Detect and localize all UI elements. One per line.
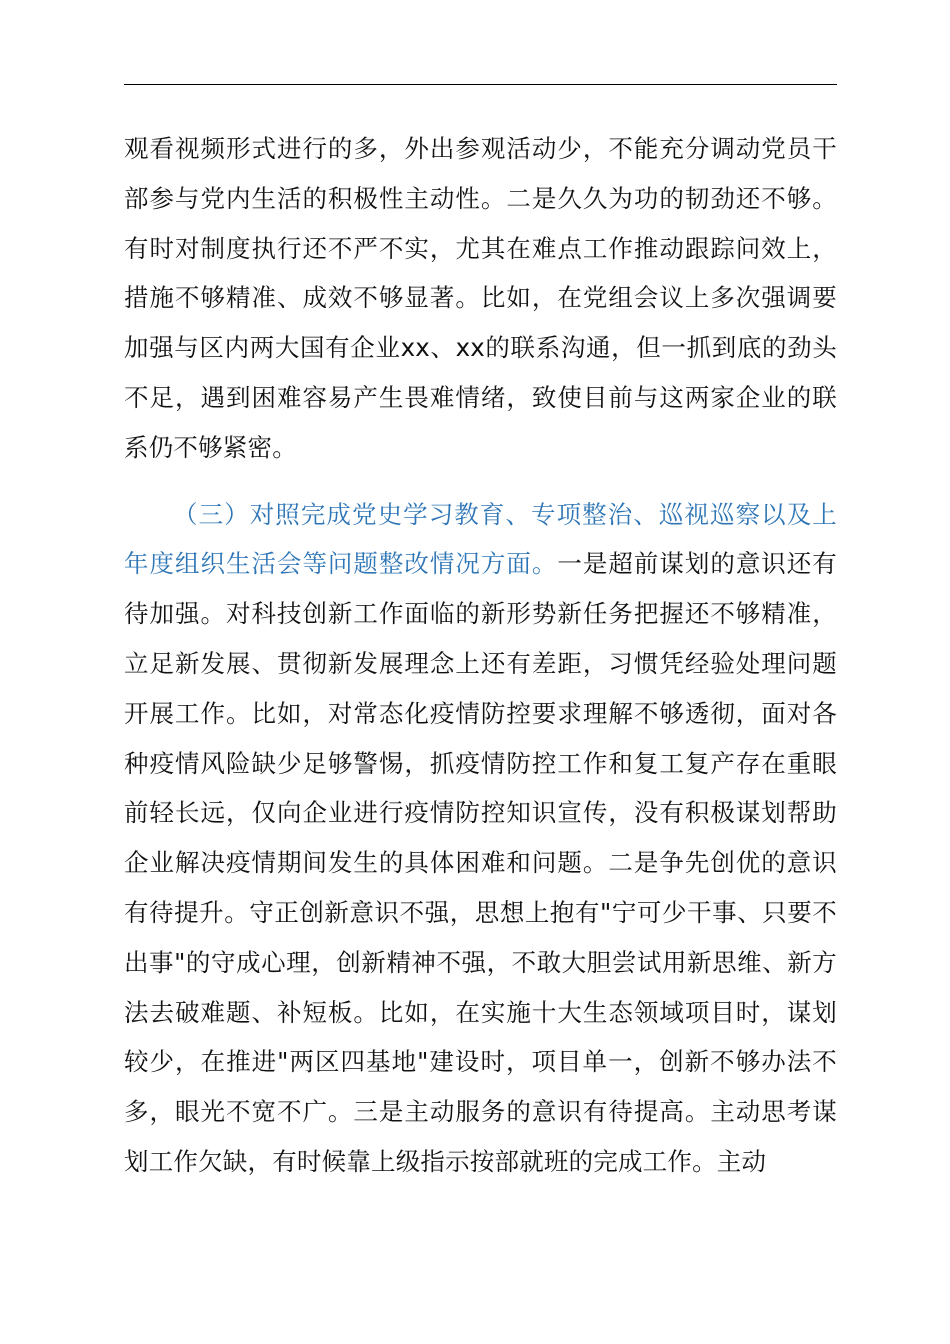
paragraph-1 xyxy=(124,124,837,473)
header-rule xyxy=(124,84,837,85)
paragraph-2 xyxy=(124,490,837,1187)
paragraph-1-text: 观看视频形式进行的多，外出参观活动少，不能充分调动党员干部参与党内生活的积极性主动性。二是久久为功的韧劲还不够。有时对制度执行还不严不实，尤其在难点工作推动跟踪问效上，措施不够精准、成效不够显著。比如，在党组会议上多次强调要加强与区内两大国有企业xx、xx的联系沟通，但一抓到底的劲头不足，遇到困难容易产生畏难情绪，致使目前与这两家企业的联系仍不够紧密。 xyxy=(124,134,837,462)
paragraph-2-text: 一是超前谋划的意识还有待加强。对科技创新工作面临的新形势新任务把握还不够精准，立足新发展、贯彻新发展理念上还有差距，习惯凭经验处理问题开展工作。比如，对常态化疫情防控要求理解不够透彻，面对各种疫情风险缺少足够警惕，抓疫情防控工作和复工复产存在重眼前轻长远，仅向企业进行疫情防控知识宣传，没有积极谋划帮助企业解决疫情期间发生的具体困难和问题。二是争先创优的意识有待提升。守正创新意识不强，思想上抱有"宁可少干事、只要不出事"的守成心理，创新精神不强，不敢大胆尝试用新思维、新方法去破难题、补短板。比如，在实施十大生态领域项目时，谋划较少，在推进"两区四基地"建设时，项目单一，创新不够办法不多，眼光不宽不广。三是主动服务的意识有待提高。主动思考谋划工作欠缺，有时候靠上级指示按部就班的完成工作。主动 xyxy=(124,549,837,1176)
document-body xyxy=(124,124,837,1187)
section-heading: （三）对照完成党史学习教育、专项整治、巡视巡察以及上年度组织生活会等问题整改情况方面。 xyxy=(124,499,837,579)
